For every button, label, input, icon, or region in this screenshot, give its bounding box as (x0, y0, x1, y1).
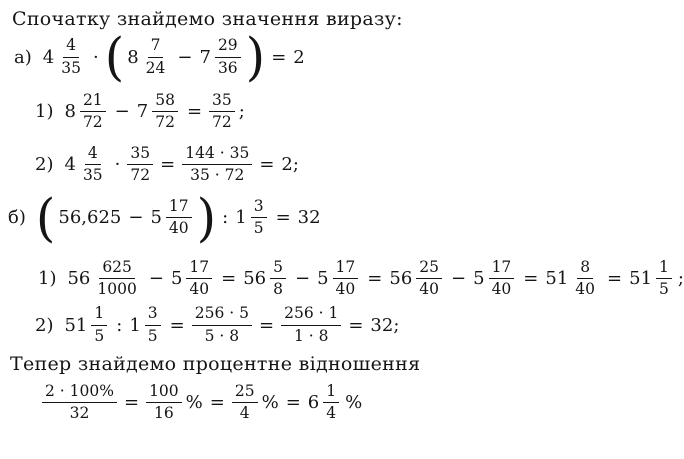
whole-number: 7 (136, 101, 149, 123)
math-operator: = (259, 314, 275, 336)
fraction (58, 36, 84, 78)
whole-number: 5 (150, 207, 162, 228)
fraction-denominator: 72 (130, 166, 151, 185)
mixed-number (389, 258, 444, 300)
fraction-numerator: 1 (656, 258, 672, 279)
fraction-numerator: 2 · 100% (42, 382, 117, 403)
math-operator: = (221, 267, 237, 289)
fraction-numerator: 3 (145, 304, 161, 325)
math-operator: = (123, 392, 140, 414)
fraction (270, 258, 286, 300)
math-text: % (185, 392, 203, 414)
fraction-numerator: 17 (186, 258, 212, 279)
fraction-denominator: 1000 (97, 279, 137, 298)
mixed-number (171, 258, 214, 300)
mixed-number (137, 91, 180, 133)
fraction-denominator: 40 (189, 279, 210, 298)
mixed-number (127, 36, 170, 78)
fraction-denominator: 40 (168, 219, 189, 237)
close-paren: ) (196, 187, 217, 248)
fraction-denominator: 1 · 8 (293, 326, 329, 345)
fraction-numerator: 4 (63, 36, 79, 57)
whole-number: 56 (389, 267, 413, 289)
fraction (42, 382, 117, 424)
fraction-denominator: 40 (419, 279, 440, 298)
fraction-denominator: 40 (335, 279, 356, 298)
percent-line (40, 382, 600, 424)
fraction-denominator: 72 (82, 113, 103, 132)
math-operator: = (523, 267, 539, 289)
fraction-numerator: 5 (270, 258, 286, 279)
fraction (232, 382, 258, 424)
whole-number: 51 (629, 267, 653, 289)
fraction-denominator: 5 (659, 279, 669, 298)
math-operator: − (128, 207, 144, 228)
item-label: 1) (35, 101, 54, 123)
math-text: ; (677, 267, 684, 289)
math-operator: = (271, 46, 287, 68)
fraction-denominator: 16 (153, 404, 174, 423)
fraction-denominator: 5 · 8 (204, 326, 240, 345)
mixed-number (129, 304, 162, 346)
fraction-denominator: 36 (217, 58, 238, 77)
fraction (127, 144, 153, 186)
fraction (182, 144, 252, 186)
mixed-number (545, 258, 600, 300)
math-operator: = (285, 392, 301, 414)
whole-number: 6 (307, 392, 320, 414)
fraction (572, 258, 598, 300)
whole-number: 5 (473, 267, 485, 289)
open-paren: ( (104, 27, 125, 87)
math-operator: − (177, 46, 193, 68)
fraction-numerator: 7 (148, 36, 164, 57)
fraction-denominator: 35 (82, 166, 103, 185)
math-text: 32; (370, 314, 400, 336)
whole-number: 7 (199, 46, 211, 68)
mixed-number (64, 304, 109, 346)
fraction-numerator: 8 (577, 258, 593, 279)
fraction (281, 304, 341, 346)
fraction-numerator: 256 · 1 (281, 304, 341, 325)
mixed-number (473, 258, 516, 300)
math-operator: − (114, 101, 130, 123)
fraction-numerator: 25 (416, 258, 442, 279)
whole-number: 5 (170, 267, 183, 289)
close-paren: ) (245, 27, 266, 87)
fraction-numerator: 35 (209, 91, 235, 112)
fraction-numerator: 21 (80, 91, 106, 112)
fraction (656, 258, 672, 300)
whole-number: 56 (243, 267, 267, 289)
mixed-number (243, 258, 288, 300)
fraction (416, 258, 442, 300)
math-operator: = (186, 101, 203, 123)
fraction (251, 197, 267, 239)
fraction-denominator: 24 (145, 58, 166, 77)
mixed-number (629, 258, 674, 300)
fraction-numerator: 100 (146, 382, 182, 403)
intro-heading: Спочатку знайдемо значення виразу: (12, 8, 403, 30)
math-operator: = (169, 314, 185, 336)
fraction-numerator: 58 (152, 91, 178, 112)
math-text: 2; (281, 154, 299, 176)
whole-number: 5 (317, 267, 329, 289)
open-paren: ( (35, 187, 56, 248)
math-text: 32 (297, 207, 321, 228)
fraction-numerator: 17 (166, 197, 192, 218)
math-operator: = (607, 267, 623, 289)
fraction (215, 36, 241, 78)
mixed-number (317, 258, 360, 300)
whole-number: 1 (129, 314, 141, 336)
mixed-number (199, 36, 242, 78)
line-b (8, 187, 600, 248)
fraction-denominator: 32 (69, 404, 90, 423)
math-operator: − (295, 267, 311, 289)
whole-number: 51 (545, 267, 569, 289)
fraction (94, 258, 139, 300)
whole-number: 8 (64, 101, 76, 123)
mixed-number (67, 258, 141, 300)
item-label: б) (8, 207, 26, 228)
fraction (323, 382, 339, 424)
fraction-denominator: 35 (61, 58, 81, 77)
mixed-number (43, 36, 86, 78)
line-b-step2 (35, 304, 600, 346)
math-operator: = (348, 314, 364, 336)
math-operator: : (116, 314, 123, 336)
fraction (152, 91, 178, 133)
fraction-denominator: 4 (326, 404, 337, 423)
fraction (166, 197, 192, 239)
math-text: 56,625 (58, 207, 122, 228)
line-b-step1 (38, 257, 684, 300)
math-text: ; (238, 101, 245, 123)
fraction-numerator: 17 (333, 258, 359, 279)
fraction-denominator: 5 (147, 326, 158, 345)
fraction (80, 144, 106, 186)
whole-number: 4 (42, 46, 55, 68)
fraction-numerator: 144 · 35 (182, 144, 252, 165)
item-label: а) (14, 46, 32, 68)
math-operator: − (148, 267, 164, 289)
math-operator: = (209, 392, 225, 414)
fraction-denominator: 40 (575, 279, 596, 298)
whole-number: 1 (235, 207, 247, 228)
line-a-step2 (35, 144, 600, 186)
fraction (145, 304, 161, 346)
whole-number: 8 (127, 46, 139, 68)
math-operator: : (222, 207, 229, 228)
fraction (333, 258, 359, 300)
fraction-numerator: 4 (85, 144, 101, 165)
fraction-denominator: 35 · 72 (190, 166, 245, 185)
fraction-denominator: 8 (273, 279, 283, 298)
fraction-numerator: 29 (215, 36, 241, 57)
fraction-numerator: 35 (127, 144, 153, 165)
fraction (192, 304, 252, 346)
item-label: 1) (38, 267, 57, 289)
fraction-denominator: 72 (155, 113, 175, 132)
whole-number: 4 (64, 154, 76, 176)
math-operator: · (114, 154, 121, 176)
mixed-number (235, 197, 268, 239)
line-a-step1 (35, 91, 600, 133)
mixed-number (64, 144, 107, 186)
percent-heading: Тепер знайдемо процентне відношення (10, 353, 421, 375)
line-a (14, 27, 600, 87)
whole-number: 51 (64, 314, 88, 336)
fraction-numerator: 25 (232, 382, 258, 403)
math-operator: = (160, 154, 176, 176)
fraction (186, 258, 212, 300)
fraction-numerator: 1 (323, 382, 339, 403)
fraction-numerator: 625 (99, 258, 135, 279)
math-operator: · (92, 46, 99, 68)
mixed-number (150, 197, 193, 239)
fraction-denominator: 5 (94, 326, 105, 345)
math-text: % (345, 392, 363, 414)
fraction-numerator: 17 (489, 258, 515, 279)
fraction-denominator: 4 (239, 404, 250, 423)
fraction (209, 91, 235, 133)
fraction-numerator: 1 (91, 304, 107, 325)
fraction-denominator: 72 (212, 113, 232, 132)
fraction (80, 91, 106, 133)
fraction (489, 258, 515, 300)
fraction-numerator: 256 · 5 (192, 304, 252, 325)
math-operator: − (451, 267, 467, 289)
fraction-numerator: 3 (251, 197, 267, 218)
fraction-denominator: 40 (491, 279, 512, 298)
whole-number: 56 (67, 267, 91, 289)
mixed-number (308, 382, 341, 424)
math-operator: = (259, 154, 275, 176)
math-operator: = (275, 207, 291, 228)
fraction-denominator: 5 (253, 219, 264, 237)
item-label: 2) (35, 154, 54, 176)
math-text: 2 (293, 46, 305, 68)
item-label: 2) (35, 314, 54, 336)
fraction (146, 382, 182, 424)
math-text: % (261, 392, 279, 414)
fraction (143, 36, 169, 78)
fraction (91, 304, 107, 346)
mixed-number (64, 91, 107, 133)
math-operator: = (367, 267, 383, 289)
